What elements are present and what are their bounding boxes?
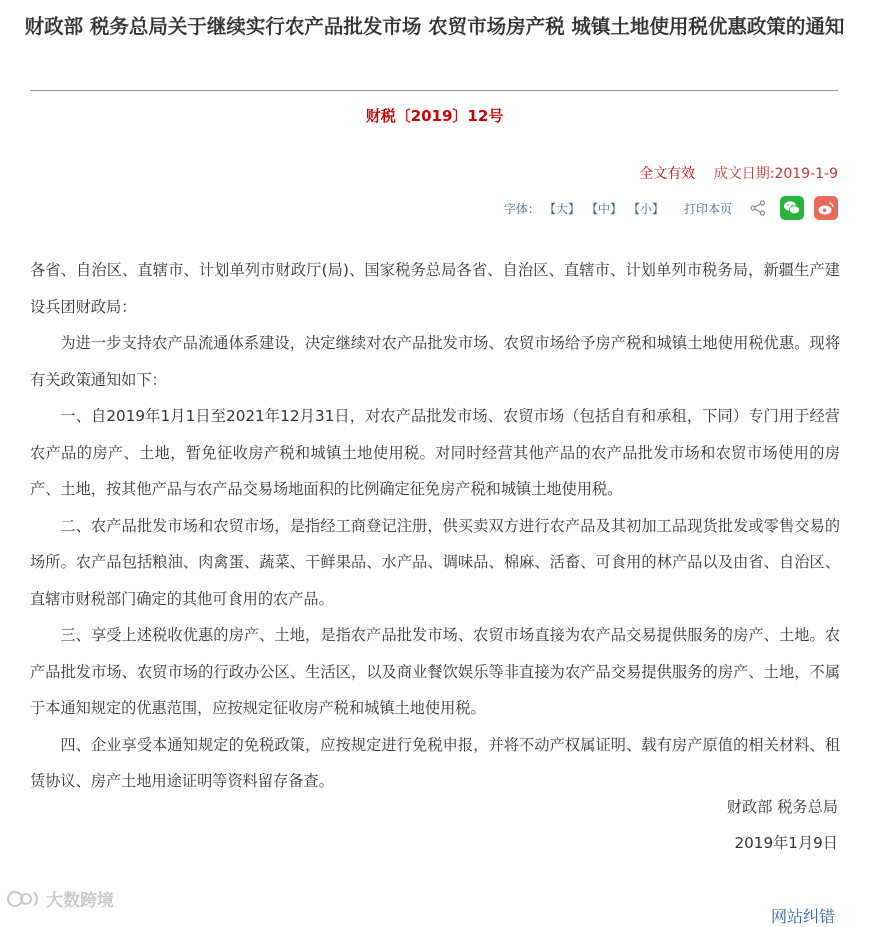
document-meta [639, 163, 838, 183]
font-small-link[interactable]: 【小】 [627, 201, 664, 216]
document-number: 财税〔2019〕12号 [365, 107, 504, 125]
clause-4-paragraph: 四、企业享受本通知规定的免税政策，应按规定进行免税申报，并将不动产权属证明、载有房产原值的相关材料、租赁协议、房产土地用途证明等资料留存备查。 [30, 735, 840, 790]
signature-issuer: 财政部 税务总局 [726, 798, 838, 816]
document-body [30, 252, 840, 800]
intro-paragraph: 为进一步支持农产品流通体系建设，决定继续对农产品批发市场、农贸市场给予房产税和城镇土地使用税优惠。现将有关政策通知如下： [30, 334, 840, 389]
clause-3-paragraph: 三、享受上述税收优惠的房产、土地，是指农产品批发市场、农贸市场直接为农产品交易提供服务的房产、土地。农产品批发市场、农贸市场的行政办公区、生活区，以及商业餐饮娱乐等非直接为农产品交易提供服务的房产、土地，不属于本通知规定的优惠范围，应按规定征收房产税和城镇土地使用税。 [30, 626, 840, 717]
watermark [6, 886, 114, 911]
watermark-logo-icon [6, 888, 42, 910]
issue-date: 成文日期:2019-1-9 [713, 166, 838, 182]
signature-date: 2019年1月9日 [734, 834, 838, 852]
toolbar [504, 193, 838, 223]
print-link[interactable]: 打印本页 [683, 201, 732, 216]
clause-1-paragraph: 一、自2019年1月1日至2021年12月31日，对农产品批发市场、农贸市场（包括自有和承租，下同）专门用于经营农产品的房产、土地，暂免征收房产税和城镇土地使用税。对同时经营其他产品的农产品批发市场和农贸市场使用的房产、土地，按其他产品与农产品交易场地面积的比例确定征免房产税和城镇土地使用税。 [30, 407, 840, 498]
page-title: 财政部 税务总局关于继续实行农产品批发市场 农贸市场房产税 城镇土地使用税优惠政策的通知 [24, 15, 845, 38]
font-large-link[interactable]: 【大】 [543, 201, 580, 216]
watermark-text: 大数跨境 [46, 891, 114, 911]
share-icon[interactable] [750, 200, 766, 216]
clause-2-paragraph: 二、农产品批发市场和农贸市场，是指经工商登记注册，供买卖双方进行农产品及其初加工品现货批发或零售交易的场所。农产品包括粮油、肉禽蛋、蔬菜、干鲜果品、水产品、调味品、棉麻、活畜、可食用的林产品以及由省、自治区、直辖市财税部门确定的其他可食用的农产品。 [30, 516, 840, 608]
weibo-share-icon[interactable] [814, 196, 838, 220]
validity-status: 全文有效 [639, 166, 696, 182]
title-divider [30, 90, 838, 91]
font-size-label: 字体： [503, 201, 540, 216]
addressee-paragraph: 各省、自治区、直辖市、计划单列市财政厅(局)、国家税务总局各省、自治区、直辖市、计划单列市税务局，新疆生产建设兵团财政局： [30, 261, 840, 316]
feedback-link[interactable]: 网站纠错 [770, 907, 835, 926]
font-medium-link[interactable]: 【中】 [585, 201, 622, 216]
wechat-share-icon[interactable] [780, 196, 804, 220]
